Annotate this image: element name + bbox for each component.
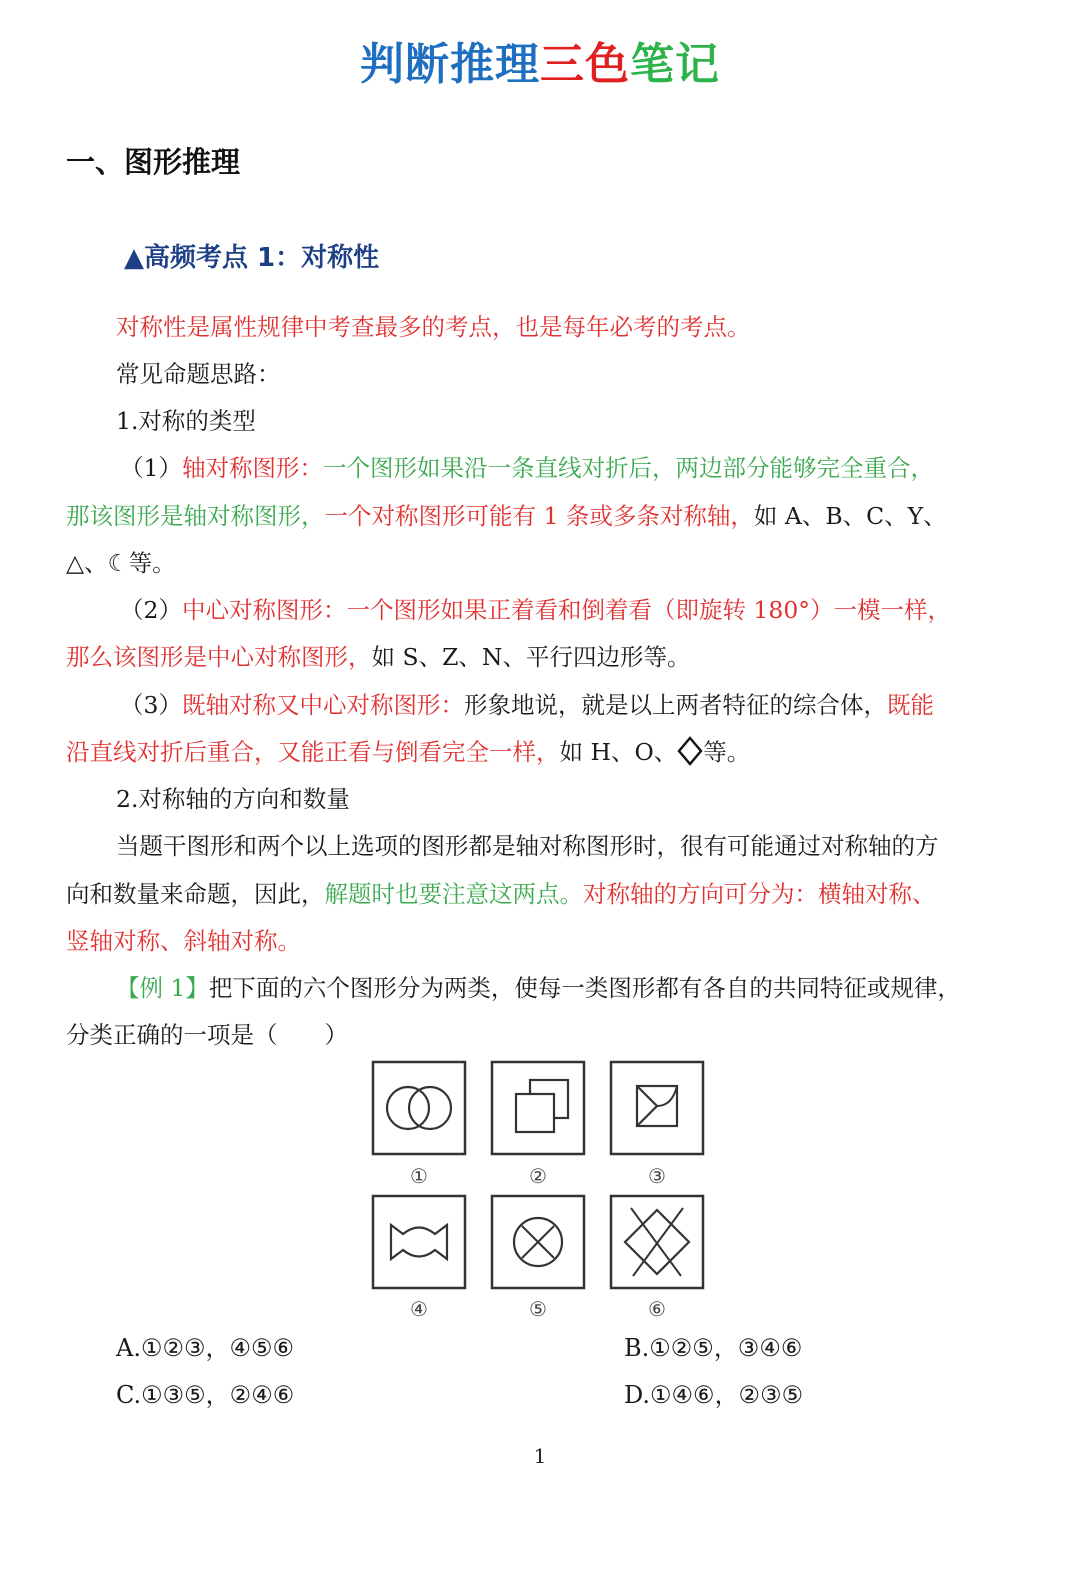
figure-1 (373, 1062, 465, 1154)
figure-label-5: ⑤ (529, 1297, 547, 1321)
title-part-green: 笔记 (630, 39, 720, 90)
both-desc: 形象地说，就是以上两者特征的综合体， (463, 691, 887, 719)
axis-def-line1: 一个图形如果沿一条直线对折后，两边部分能够完全重合， (322, 454, 934, 482)
central-symmetry-line2 (66, 637, 1006, 677)
axis-def-line2b: 一个对称图形可能有 1 条或多条对称轴， (324, 502, 754, 530)
title-part-blue: 判断推理 (360, 39, 540, 90)
item2-line2 (66, 874, 1006, 914)
common-ideas-label: 常见命题思路： (116, 360, 281, 388)
figure-6 (611, 1196, 703, 1288)
example-text-line1: 把下面的六个图形分为两类，使每一类图形都有各自的共同特征或规律， (208, 974, 961, 1002)
page-number: 1 (533, 1444, 547, 1468)
axis-num: （1） (120, 454, 182, 482)
figure-label-1: ① (410, 1164, 428, 1188)
central-num: （2） (120, 596, 182, 624)
central-symmetry-line1 (120, 590, 1006, 630)
item2-heading: 2.对称轴的方向和数量 (116, 785, 350, 813)
both-num: （3） (120, 691, 182, 719)
axis-symmetry-line1 (120, 448, 1006, 488)
intro-text: 对称性是属性规律中考查最多的考点，也是每年必考的考点。 (116, 313, 751, 341)
figure-4 (373, 1196, 465, 1288)
item2-line2c: 对称轴的方向可分为：横轴对称、 (583, 880, 936, 908)
figure-2 (492, 1062, 584, 1154)
page-title (0, 36, 1080, 94)
axis-symmetry-line2 (66, 496, 1006, 536)
figure-label-3: ③ (648, 1164, 666, 1188)
axis-def-line2a: 那该图形是轴对称图形， (66, 502, 325, 530)
figure-5 (492, 1196, 584, 1288)
figure-label-2: ② (529, 1164, 547, 1188)
both-red-b: 沿直线对折后重合，又能正看与倒看完全一样， (66, 738, 560, 766)
item2-line2b: 解题时也要注意这两点。 (324, 880, 583, 908)
axis-examples-a: 如 A、B、C、Y、 (753, 502, 947, 530)
both-symmetry-line1 (120, 685, 1006, 725)
option-c[interactable]: C.①③⑤，②④⑥ (116, 1381, 295, 1409)
section-heading: 一、图形推理 (66, 145, 241, 179)
central-def-line1: 一个图形如果正着看和倒着看（即旋转 180°）一模一样， (346, 596, 952, 624)
key-point-heading: ▲高频考点 1：对称性 (124, 243, 380, 273)
both-examples-a: 如 H、O、 (559, 738, 678, 766)
figure-3 (611, 1062, 703, 1154)
axis-examples-b: △、☾等。 (66, 549, 176, 577)
both-red-a: 既能 (886, 691, 934, 719)
item1-heading: 1.对称的类型 (116, 407, 256, 435)
both-examples-b: 等。 (703, 738, 751, 766)
central-def-line2: 那么该图形是中心对称图形， (66, 643, 372, 671)
item2-line2a: 向和数量来命题，因此， (66, 880, 325, 908)
item2-line3: 竖轴对称、斜轴对称。 (66, 927, 301, 955)
example-line2: 分类正确的一项是（ ） (66, 1021, 348, 1049)
both-symmetry-line2 (66, 732, 1006, 772)
diamond-icon (677, 736, 703, 766)
option-d[interactable]: D.①④⑥，②③⑤ (624, 1381, 804, 1409)
figure-label-6: ⑥ (648, 1297, 666, 1321)
title-part-red: 三色 (540, 39, 630, 90)
option-a[interactable]: A.①②③，④⑤⑥ (116, 1334, 295, 1362)
figure-grid (360, 1058, 720, 1328)
axis-label: 轴对称图形： (181, 454, 323, 482)
central-label: 中心对称图形： (181, 596, 347, 624)
item2-line1: 当题干图形和两个以上选项的图形都是轴对称图形时，很有可能通过对称轴的方 (116, 832, 939, 860)
option-b[interactable]: B.①②⑤，③④⑥ (624, 1334, 803, 1362)
both-label: 既轴对称又中心对称图形： (181, 691, 464, 719)
central-examples: 如 S、Z、N、平行四边形等。 (371, 643, 691, 671)
example-tag: 【例 1】 (116, 974, 209, 1002)
example-line1 (116, 968, 1006, 1008)
figure-label-4: ④ (410, 1297, 428, 1321)
